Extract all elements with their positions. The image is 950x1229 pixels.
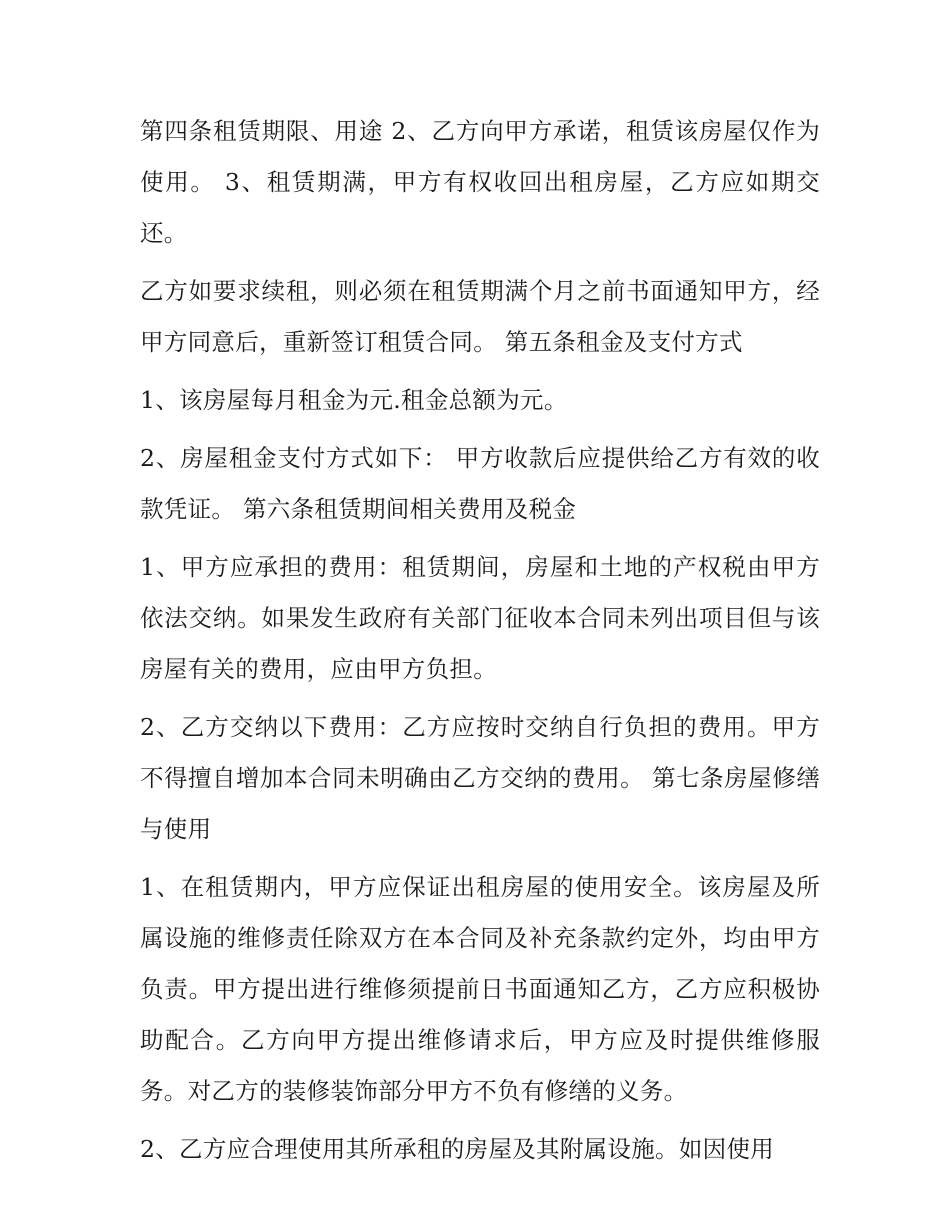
paragraph-renewal: 乙方如要求续租，则必须在租赁期满个月之前书面通知甲方，经甲方同意后，重新签订租赁合同。 第五条租金及支付方式 [140, 277, 820, 356]
paragraph-payment-method: 2、房屋租金支付方式如下： 甲方收款后应提供给乙方有效的收款凭证。 第六条租赁期间相关费用及税金 [140, 444, 820, 523]
paragraph-party-b-fees: 2、乙方交纳以下费用：乙方应按时交纳自行负担的费用。甲方不得擅自增加本合同未明确由乙方交纳的费用。 第七条房屋修缮与使用 [140, 713, 820, 843]
paragraph-proper-use: 2、乙方应合理使用其所承租的房屋及其附属设施。如因使用 [140, 1135, 775, 1163]
paragraph-rent-amount: 1、该房屋每月租金为元.租金总额为元。 [140, 386, 568, 414]
document-body [140, 106, 820, 1182]
paragraph-lease-term: 第四条租赁期限、用途 2、乙方向甲方承诺，租赁该房屋仅作为使用。 3、租赁期满，甲方有权收回出租房屋，乙方应如期交还。 [140, 117, 820, 247]
paragraph-party-a-fees: 1、甲方应承担的费用：租赁期间，房屋和土地的产权税由甲方依法交纳。如果发生政府有关部门征收本合同未列出项目但与该房屋有关的费用，应由甲方负担。 [140, 553, 820, 683]
paragraph-repairs: 1、在租赁期内，甲方应保证出租房屋的使用安全。该房屋及所属设施的维修责任除双方在本合同及补充条款约定外，均由甲方负责。甲方提出进行维修须提前日书面通知乙方，乙方应积极协助配合。乙方向甲方提出维修请求后，甲方应及时提供维修服务。对乙方的装修装饰部分甲方不负有修缮的义务。 [140, 873, 820, 1105]
